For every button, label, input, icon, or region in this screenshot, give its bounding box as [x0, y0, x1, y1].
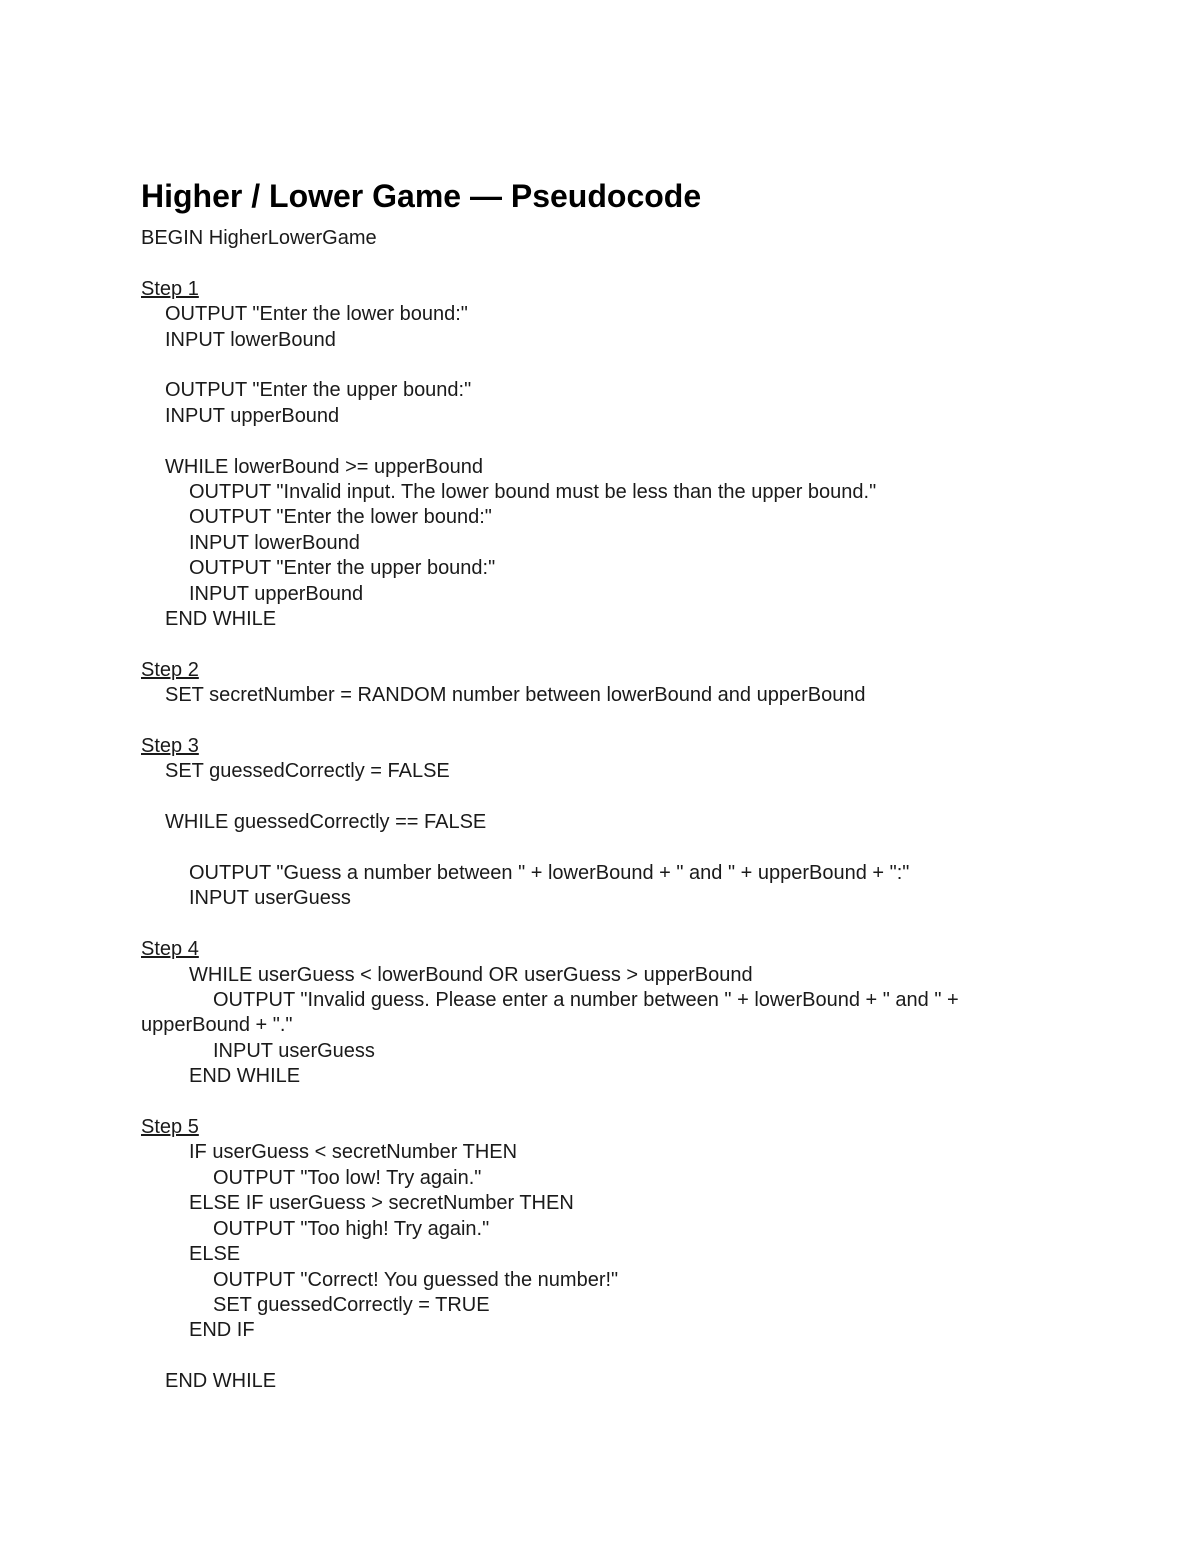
step-5-label: Step 5	[141, 1116, 199, 1139]
document-title: Higher / Lower Game — Pseudocode	[141, 178, 702, 214]
blank-line	[141, 632, 1141, 657]
blank-line	[141, 709, 1141, 734]
step-2-label: Step 2	[141, 658, 199, 681]
document-page	[141, 176, 1141, 1395]
code-line: OUTPUT "Too high! Try again."	[213, 1217, 490, 1240]
code-line: END WHILE	[165, 608, 277, 631]
code-line: OUTPUT "Enter the lower bound:"	[165, 303, 468, 326]
code-line: WHILE lowerBound >= upperBound	[165, 455, 483, 478]
step-1-label: Step 1	[141, 277, 199, 300]
blank-line	[141, 353, 1141, 378]
blank-line	[141, 836, 1141, 861]
code-line: OUTPUT "Correct! You guessed the number!"	[213, 1268, 619, 1291]
code-line: OUTPUT "Enter the upper bound:"	[165, 379, 472, 402]
code-line: SET secretNumber = RANDOM number between lowerBound and upperBound	[165, 684, 866, 707]
code-line: END IF	[189, 1319, 255, 1342]
code-line: OUTPUT "Invalid guess. Please enter a number between " + lowerBound + " and " +	[213, 989, 959, 1012]
code-line: INPUT userGuess	[213, 1039, 375, 1062]
code-line: WHILE userGuess < lowerBound OR userGuess > upperBound	[189, 963, 753, 986]
code-line: INPUT upperBound	[189, 582, 364, 605]
code-line: WHILE guessedCorrectly == FALSE	[165, 811, 487, 834]
code-line: OUTPUT "Too low! Try again."	[213, 1166, 482, 1189]
code-line: INPUT upperBound	[165, 404, 340, 427]
code-line: INPUT lowerBound	[189, 531, 360, 554]
code-line: SET guessedCorrectly = FALSE	[165, 760, 450, 783]
code-line: OUTPUT "Invalid input. The lower bound must be less than the upper bound."	[189, 481, 877, 504]
code-line: OUTPUT "Enter the lower bound:"	[189, 506, 492, 529]
code-line: INPUT userGuess	[189, 887, 351, 910]
code-line: ELSE	[189, 1243, 241, 1266]
code-line: END WHILE	[189, 1065, 301, 1088]
begin-line: BEGIN HigherLowerGame	[141, 227, 377, 249]
blank-line	[141, 429, 1141, 454]
code-line: OUTPUT "Guess a number between " + lowerBound + " and " + upperBound + ":"	[189, 862, 910, 885]
step-3-label: Step 3	[141, 735, 199, 758]
code-line: IF userGuess < secretNumber THEN	[189, 1141, 518, 1164]
blank-line	[141, 1090, 1141, 1115]
code-line: END WHILE	[165, 1370, 277, 1393]
code-line: INPUT lowerBound	[165, 328, 336, 351]
code-line: OUTPUT "Enter the upper bound:"	[189, 557, 496, 580]
code-line: SET guessedCorrectly = TRUE	[213, 1293, 490, 1316]
code-line: upperBound + "."	[141, 1014, 293, 1037]
blank-line	[141, 1344, 1141, 1369]
pseudocode-body	[141, 226, 1141, 1395]
step-4-label: Step 4	[141, 938, 199, 961]
blank-line	[141, 912, 1141, 937]
blank-line	[141, 785, 1141, 810]
code-line: ELSE IF userGuess > secretNumber THEN	[189, 1192, 574, 1215]
blank-line	[141, 251, 1141, 276]
